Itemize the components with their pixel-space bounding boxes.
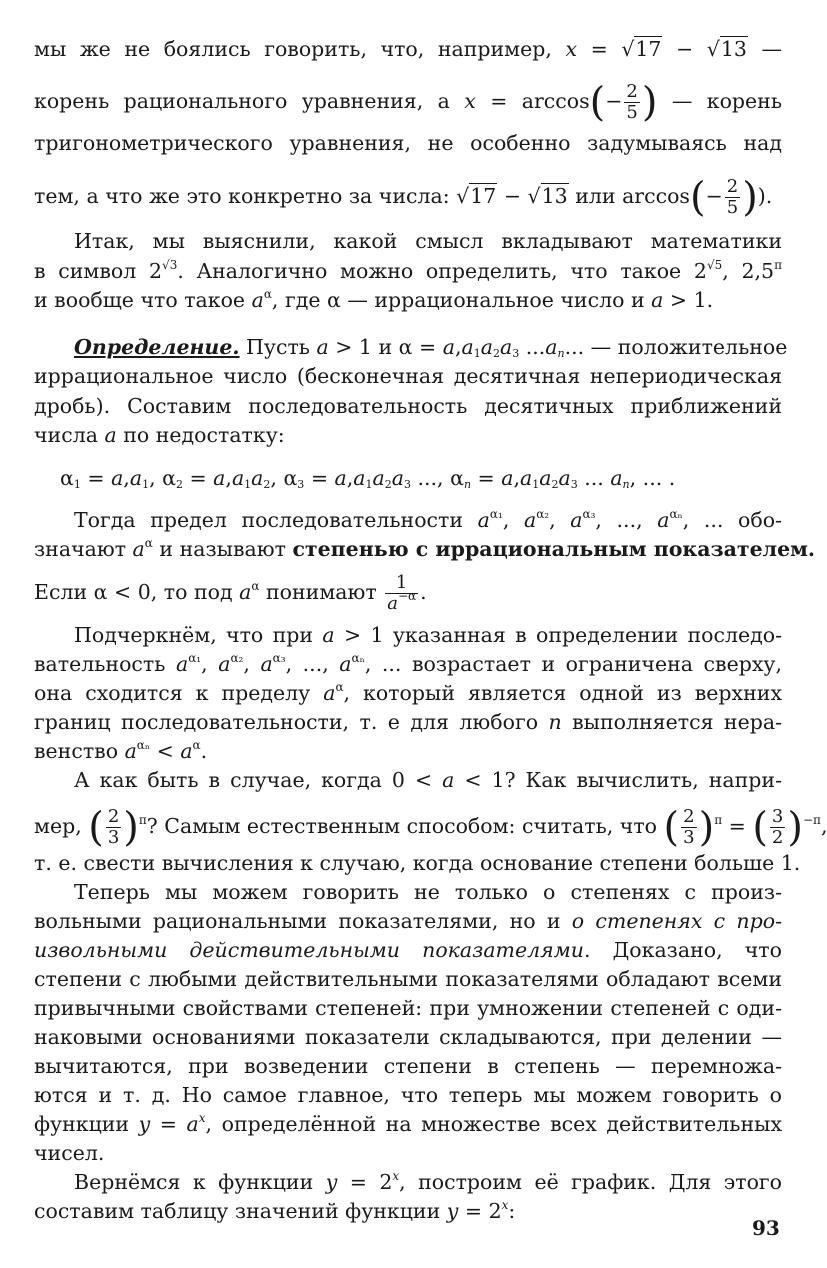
text-line-24: Теперь мы можем говорить не только о степенях с произ- [74, 880, 782, 904]
text-line-3: тригонометрического уравнения, не особенно задумываясь над [34, 131, 782, 155]
text-line-31: ются и т. д. Но самое главное, что теперь мы можем говорить о [34, 1083, 782, 1107]
text-line-29: наковыми основаниями показатели складываются, при делении — [34, 1025, 782, 1049]
text-line-33: чисел. [34, 1141, 105, 1165]
text-line-35: составим таблицу значений функции $y = 2^x$: [34, 1198, 516, 1223]
text-line-8: Определение. Пусть a > 1 и $\alpha = a,a_1a_2a_3$ $...a_n$... — положительное [74, 335, 788, 360]
text-line-9: иррациональное число (бесконечная десятичная непериодическая [34, 364, 782, 388]
text-line-26: извольными действительными показателями. Доказано, что [34, 938, 782, 962]
definition-heading: Определение. [74, 335, 240, 359]
page-number: 93 [752, 1216, 780, 1240]
text-line-5: Итак, мы выяснили, какой смысл вкладывают математики [74, 229, 782, 253]
formula-line-12: $\alpha_1 = a,a_1$, $\alpha_2 = a,a_1a_2$, $\alpha_3 = a,a_1a_2a_3$ ..., $\alpha_n = a,a_1a_2a_3$ ... $a_n$, ... . [60, 466, 676, 491]
text-line-27: степени с любыми действительными показателями обладают всеми [34, 967, 782, 991]
text-line-21: А как быть в случае, когда 0 < a < 1? Как вычислить, напри- [74, 768, 782, 792]
text-line-20: венство $a^{\alpha_n} < a^\alpha$. [34, 738, 208, 763]
text-line-25: вольными рациональными показателями, но и о степенях с про- [34, 909, 783, 933]
text-line-2: корень рационального уравнения, а x = arccos(− $\frac{2}{5}$ ) — корень [34, 79, 782, 126]
text-line-7: и вообще что такое $a^\alpha$, где α — иррациональное число и a > 1. [34, 287, 714, 312]
text-line-13: Тогда предел последовательности $a^{\alpha_1}$, $a^{\alpha_2}$, $a^{\alpha_3}$, ..., $a^{\alpha_n}$, ... обо- [74, 507, 782, 532]
text-line-19: границ последовательности, т. е для любого n выполняется нера- [34, 710, 783, 734]
text-line-4: тем, а что же это конкретно за числа: √17 − √13 или arccos(− $\frac{2}{5}$ )). [34, 174, 773, 221]
text-line-11: числа a по недостатку: [34, 423, 285, 447]
text-line-30: вычитаются, при возведении степени в степень — перемножа- [34, 1054, 782, 1078]
text-line-23: т. е. свести вычисления к случаю, когда основание степени больше 1. [34, 851, 801, 875]
text-line-16: Подчеркнём, что при a > 1 указанная в определении последо- [74, 623, 782, 647]
text-line-22: мер, ( $\frac{2}{3}$ )$^\pi$? Самым естественным способом: считать, что ( $\frac{2}{3}$ )$^\pi$ = ( $\frac{3}{2}$ )$^{-\pi}$, [34, 804, 827, 851]
text-line-17: вательность $a^{\alpha_1}$, $a^{\alpha_2}$, $a^{\alpha_3}$, ..., $a^{\alpha_n}$, ... возрастает и ограничена сверху, [34, 651, 782, 676]
text-line-1: мы же не боялись говорить, что, например, x = √17 − √13 — [34, 37, 782, 61]
text-line-32: функции $y = a^x$, определённой на множестве всех действительных [34, 1111, 783, 1136]
text-line-14: значают $a^\alpha$ и называют степенью с иррациональным показателем. [34, 536, 816, 561]
text-line-15: Если α < 0, то под $a^\alpha$ понимают $\frac{1}{a^{-\alpha}}$ . [34, 572, 427, 614]
text-line-34: Вернёмся к функции $y = 2^x$, построим её график. Для этого [74, 1169, 782, 1194]
text-line-10: дробь). Составим последовательность десятичных приближений [34, 394, 782, 418]
text-line-18: она сходится к пределу $a^\alpha$, который является одной из верхних [34, 680, 783, 705]
text-line-28: привычными свойствами степеней: при умножении степеней с оди- [34, 996, 782, 1020]
text-line-6: в символ $2^{√3}$. Аналогично можно определить, что такое $2^{√5}$, $2,5^\pi$ [34, 258, 782, 283]
